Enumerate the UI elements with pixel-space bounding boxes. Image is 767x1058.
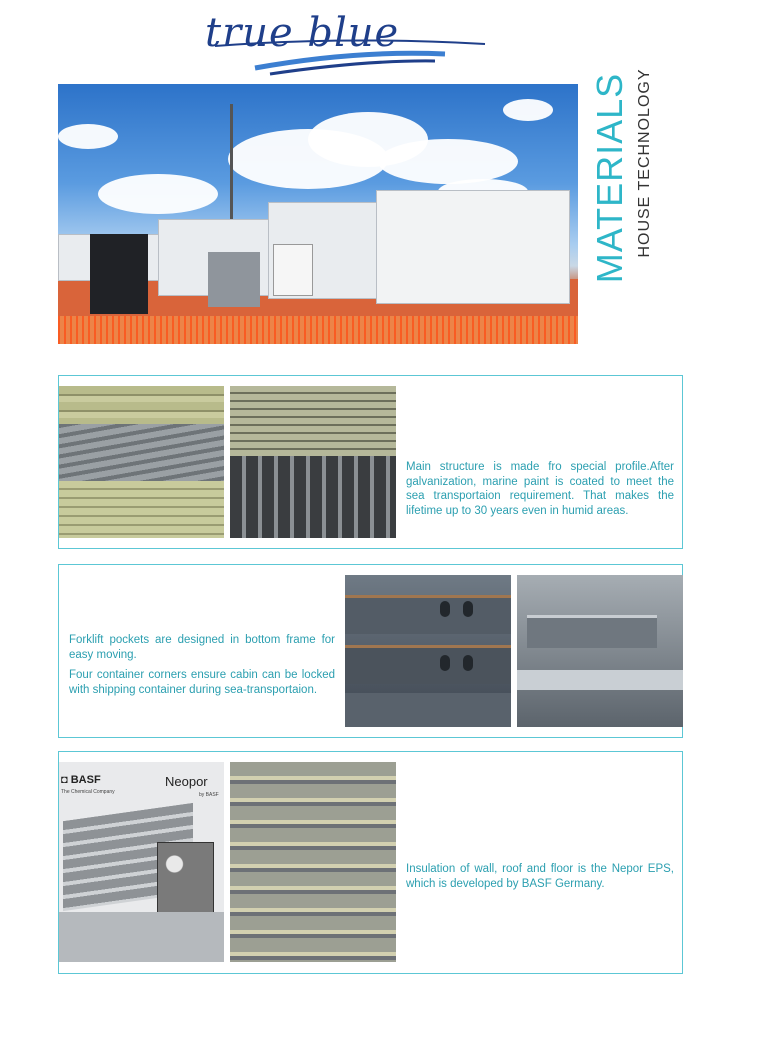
structure-description: [406, 460, 674, 524]
insulation-text: Insulation of wall, roof and floor is the Nepor EPS, which is developed by BASF Germany.: [406, 863, 674, 890]
photo-profile-panels: [59, 386, 224, 538]
logo-swoosh-icon: [195, 6, 495, 78]
photo-neopor-eps: [59, 762, 224, 962]
structure-text: Main structure is made fro special profile.After galvanization, marine paint is coated to meet the sea transportaion requirement. That makes the lifetime up to 30 years even in humid areas.: [406, 461, 674, 517]
brand-logo: [195, 6, 495, 78]
photo-forklift-pockets: [345, 575, 511, 727]
corners-text: Four container corners ensure cabin can be locked with shipping container during sea-transportaion.: [69, 669, 335, 696]
forklift-description: [69, 633, 335, 703]
photo-insulation-panels: [230, 762, 396, 962]
photo-container-corners: [517, 575, 683, 727]
page-title: MATERIALS: [589, 72, 630, 284]
page-subtitle: HOUSE TECHNOLOGY: [636, 68, 653, 258]
section-insulation: [58, 751, 683, 974]
forklift-text: Forklift pockets are designed in bottom frame for easy moving.: [69, 634, 335, 661]
hero-photo-container-houses: [58, 84, 578, 344]
basf-logo-icon: ◘: [61, 774, 68, 786]
basf-label: BASF: [70, 774, 101, 786]
basf-tagline: The Chemical Company: [61, 789, 115, 795]
section-structure: [58, 375, 683, 549]
side-title: [585, 62, 653, 292]
neopor-by-label: by BASF: [199, 792, 219, 798]
neopor-label: Neopor: [165, 774, 208, 789]
section-forklift: [58, 564, 683, 738]
insulation-description: [406, 862, 674, 897]
logo-wordmark: true blue: [205, 10, 400, 56]
photo-frame-structure: [230, 386, 396, 538]
